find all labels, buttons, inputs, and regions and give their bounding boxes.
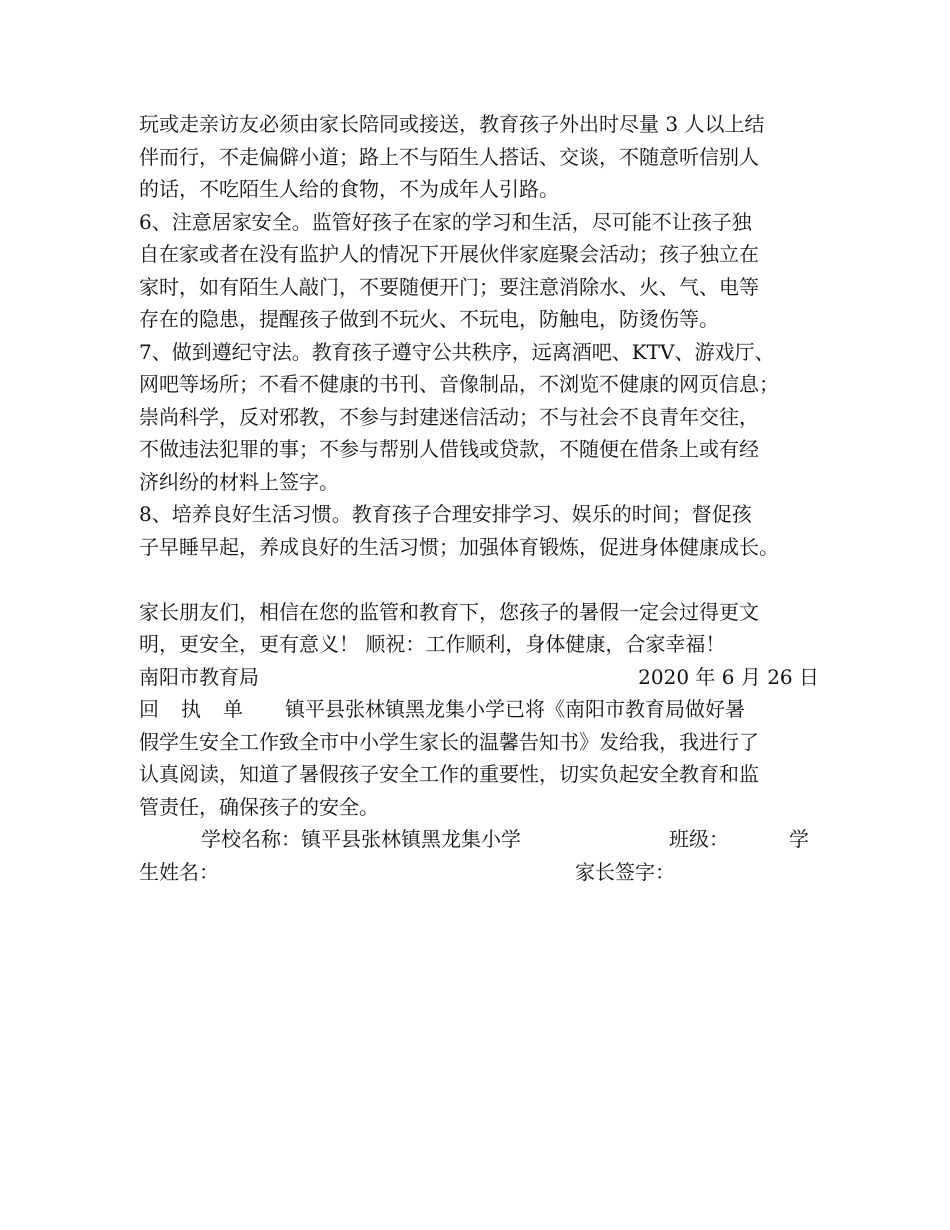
body-line: 6、注意居家安全。监管好孩子在家的学习和生活，尽可能不让孩子独 <box>139 209 752 234</box>
receipt-line: 管责任，确保孩子的安全。 <box>139 794 379 819</box>
body-line: 网吧等场所；不看不健康的书刊、音像制品，不浏览不健康的网页信息； <box>139 372 779 396</box>
body-line: 存在的隐患，提醒孩子做到不玩火、不玩电，防触电，防烫伤等。 <box>139 307 719 331</box>
school-info-row <box>139 823 819 856</box>
receipt-title: 回执单 <box>139 697 265 721</box>
student-prefix: 学 <box>789 827 809 851</box>
body-line: 的话，不吃陌生人给的食物，不为成年人引路。 <box>139 177 559 201</box>
body-line: 子早睡早起，养成良好的生活习惯；加强体育锻炼，促进身体健康成长。 <box>139 534 779 559</box>
body-line: 自在家或者在没有监护人的情况下开展伙伴家庭聚会活动；孩子独立在 <box>139 242 759 266</box>
body-line: 不做违法犯罪的事；不参与帮别人借钱或贷款，不随便在借条上或有经 <box>139 437 759 461</box>
closing-line: 明，更安全，更有意义！ 顺祝：工作顺利，身体健康，合家幸福！ <box>139 632 726 656</box>
student-name-label: 生姓名： <box>139 859 219 884</box>
receipt-first-line: 镇平县张林镇黑龙集小学已将《南阳市教育局做好暑 <box>285 697 745 721</box>
closing-line: 家长朋友们，相信在您的监管和教育下，您孩子的暑假一定会过得更文 <box>139 599 759 624</box>
body-line: 8、培养良好生活习惯。教育孩子合理安排学习、娱乐的时间；督促孩 <box>139 502 752 526</box>
parent-signature-label: 家长签字： <box>575 859 675 884</box>
receipt-header-line <box>139 693 819 726</box>
document-body <box>139 108 819 888</box>
class-label: 班级： <box>669 827 729 851</box>
body-line: 伴而行，不走偏僻小道；路上不与陌生人搭话、交谈，不随意听信别人 <box>139 144 759 169</box>
receipt-line: 假学生安全工作致全市中小学生家长的温馨告知书》发给我，我进行了 <box>139 729 759 754</box>
signature-fields-row <box>139 856 819 889</box>
signature-date: 2020 年 6 月 26 日 <box>638 664 819 689</box>
school-name-label: 学校名称：镇平县张林镇黑龙集小学 <box>201 827 521 851</box>
body-line: 玩或走亲访友必须由家长陪同或接送，教育孩子外出时尽量 3 人以上结 <box>139 112 765 136</box>
body-line: 济纠纷的材料上签字。 <box>139 469 339 494</box>
body-line: 崇尚科学，反对邪教，不参与封建迷信活动；不与社会不良青年交往， <box>139 404 759 429</box>
body-line: 家时，如有陌生人敲门，不要随便开门；要注意消除水、火、气、电等 <box>139 274 759 299</box>
receipt-line: 认真阅读，知道了暑假孩子安全工作的重要性，切实负起安全教育和监 <box>139 762 759 786</box>
paragraph-gap <box>139 563 819 596</box>
signature-row <box>139 661 819 694</box>
body-line: 7、做到遵纪守法。教育孩子遵守公共秩序，远离酒吧、KTV、游戏厅、 <box>139 339 775 364</box>
signature-org: 南阳市教育局 <box>139 664 259 689</box>
